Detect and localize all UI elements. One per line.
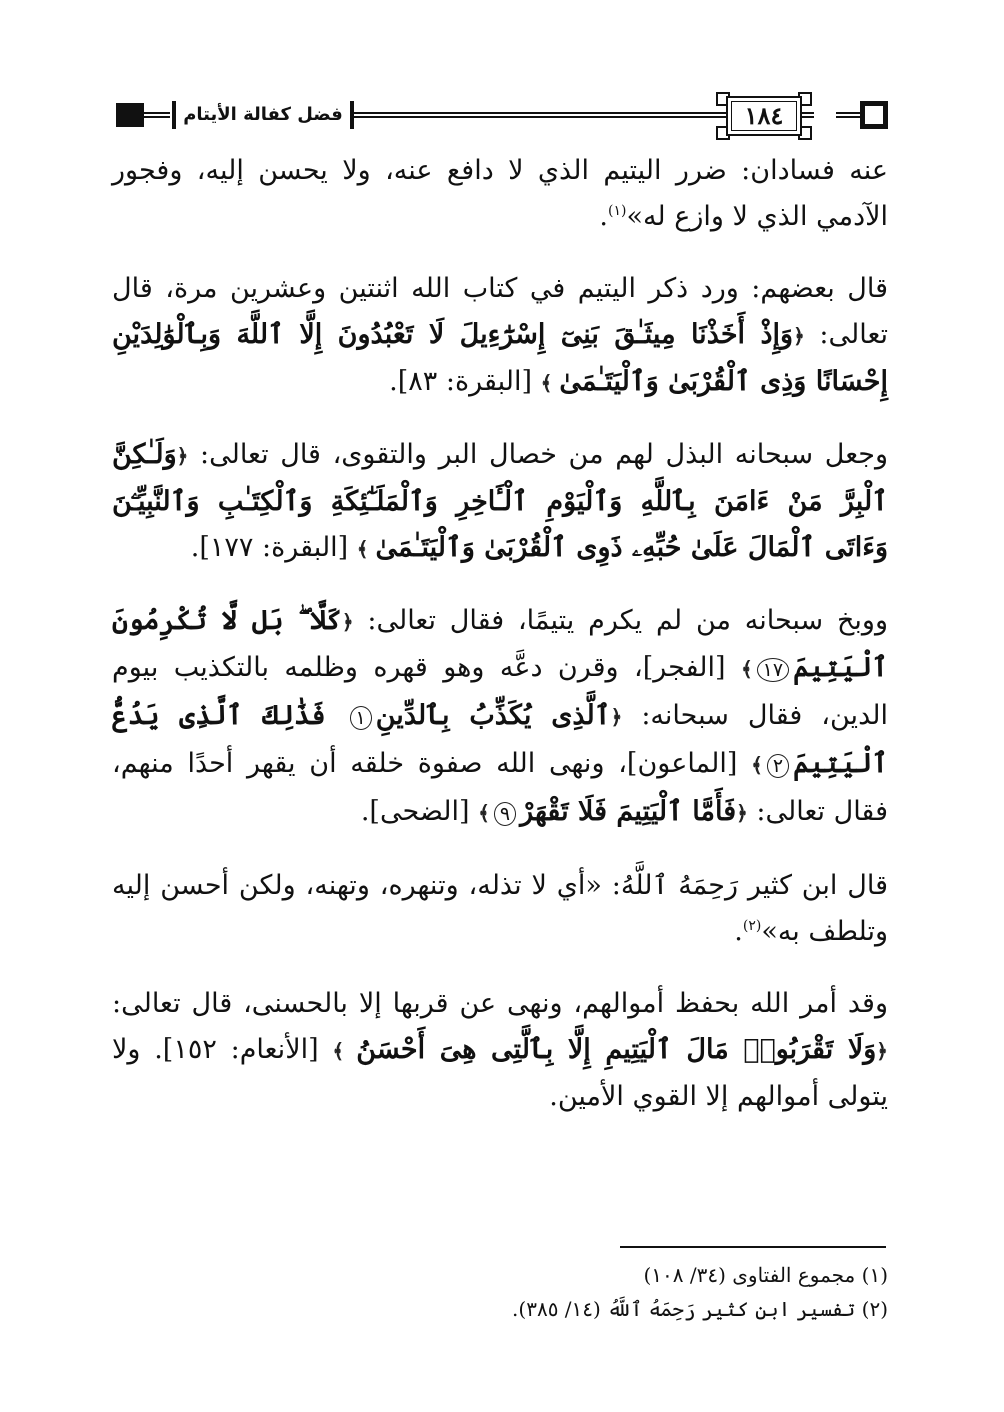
paragraph — [112, 981, 888, 1120]
header-ornament-right — [860, 101, 888, 129]
quran-verse: فَذَٰلِكَ ٱلَّذِى يَدُعُّ ٱلْيَتِيمَ — [112, 700, 888, 779]
quran-bracket-ornament: ﴾ — [740, 657, 753, 681]
paragraph-text: وجعل سبحانه البذل لهم من خصال البر والتقوى، قال تعالى: — [188, 439, 888, 470]
footnote-1: (١) مجموع الفتاوى (٣٤/ ١٠٨) — [643, 1263, 888, 1287]
paragraph — [112, 148, 888, 240]
page-number-frame — [714, 96, 814, 136]
ayah-number-marker: ١٧ — [757, 658, 789, 682]
paragraph-text: [البقرة: ٨٣]. — [389, 366, 541, 397]
quran-bracket-ornament: ﴿ — [793, 324, 805, 348]
quran-verse: ٱلَّذِى يُكَذِّبُ بِٱلدِّينِ — [375, 700, 611, 731]
book-title: فضل كفالة الأيتام — [183, 104, 343, 125]
footnote-2: (٢) تفسير ابن كثير رَحِمَهُ ٱللَّهُ (١٤/ ٣٨٥). — [512, 1297, 888, 1321]
quran-bracket-ornament: ﴾ — [332, 1039, 357, 1063]
paragraph-text: قال بعضهم: ورد ذكر اليتيم في كتاب الله اثنتين وعشرين مرة، قال تعالى: — [112, 273, 888, 350]
footnotes — [112, 1258, 888, 1326]
paragraph-text: عنه فسادان: ضرر اليتيم الذي لا دافع عنه، ولا يحسن إليه، وفجور الآدمي الذي لا وازع له» — [112, 155, 888, 232]
quran-verse: فَأَمَّا ٱلْيَتِيمَ فَلَا تَقْهَرْ — [520, 796, 737, 827]
footnote-ref: (٢) — [742, 918, 762, 934]
quran-bracket-ornament: ﴿ — [176, 444, 189, 468]
footnote-separator — [620, 1246, 886, 1248]
paragraph-text: [الأنعام: ١٥٢]. ولا يتولى أموالهم إلا القوي الأمين. — [112, 1034, 888, 1112]
quran-bracket-ornament: ﴿ — [341, 610, 354, 634]
ayah-number-marker: ١ — [350, 706, 372, 730]
paragraph-text: [الماعون]، ونهى الله صفوة خلقه أن يقهر أحدًا منهم، فقال تعالى: — [112, 748, 888, 827]
quran-bracket-ornament: ﴾ — [751, 753, 763, 777]
ayah-number-marker: ٩ — [494, 802, 516, 826]
paragraph-text: [الفجر]، وقرن دعَّه وهو قهره وظلمه بالتكذيب بيوم الدين، فقال سبحانه: — [112, 652, 888, 731]
paragraph-text: . — [734, 916, 743, 947]
paragraph — [112, 432, 888, 572]
quran-bracket-ornament: ﴿ — [610, 705, 623, 729]
paragraph-text: . — [599, 201, 608, 232]
quran-bracket-ornament: ﴿ — [876, 1039, 888, 1063]
paragraph-text: قال ابن كثير رَحِمَهُ ٱللَّهُ: «أي لا تذله، وتنهره، وتهنه، ولكن أحسن إليه وتلطف به» — [112, 870, 888, 947]
page-number: ١٨٤ — [744, 101, 784, 130]
paragraph — [112, 863, 888, 955]
quran-bracket-ornament: ﴿ — [736, 801, 748, 825]
quran-verse: وَلَا تَقْرَبُوا۟ مَالَ ٱلْيَتِيمِ إِلَّا بِٱلَّتِى هِىَ أَحْسَنُ — [356, 1034, 877, 1065]
paragraph — [112, 266, 888, 406]
quran-bracket-ornament: ﴾ — [356, 537, 376, 561]
paragraph — [112, 598, 888, 837]
paragraph-text: وقد أمر الله بحفظ أموالهم، ونهى عن قربها إلا بالحسنى، قال تعالى: — [112, 988, 888, 1019]
quran-verse: وَلَـٰكِنَّ ٱلْبِرَّ مَنْ ءَامَنَ بِٱللَّهِ وَٱلْيَوْمِ ٱلْـَٔاخِرِ وَٱلْمَلَـٰٓئِكَةِ وَٱلْكِتَـٰبِ وَٱلنَّبِيِّـۧنَ وَءَاتَى ٱلْمَالَ عَلَىٰ حُبِّهِۦ ذَوِى ٱلْقُرْبَىٰ وَٱلْيَتَـٰمَىٰ — [112, 439, 888, 563]
header-ornament-left — [116, 103, 144, 127]
quran-verse: كَلَّا ۖ بَل لَّا تُكْرِمُونَ ٱلْيَتِيمَ — [112, 605, 888, 683]
quran-bracket-ornament: ﴾ — [540, 371, 560, 395]
header-divider — [172, 101, 176, 129]
ayah-number-marker: ٢ — [767, 754, 789, 778]
body-text — [112, 148, 888, 1146]
page-header — [116, 92, 888, 140]
paragraph-text: [البقرة: ١٧٧]. — [190, 532, 357, 563]
paragraph-text: ووبخ سبحانه من لم يكرم يتيمًا، فقال تعالى: — [353, 605, 888, 636]
footnote-ref: (١) — [607, 203, 627, 219]
quran-bracket-ornament: ﴾ — [478, 801, 490, 825]
quran-verse: وَإِذْ أَخَذْنَا مِيثَـٰقَ بَنِىٓ إِسْرَٰٓءِيلَ لَا تَعْبُدُونَ إِلَّا ٱللَّهَ وَبِٱلْوَٰلِدَيْنِ إِحْسَانًا وَذِى ٱلْقُرْبَىٰ وَٱلْيَتَـٰمَىٰ — [112, 319, 888, 397]
paragraph-text: [الضحى]. — [360, 796, 479, 827]
header-rule — [142, 112, 170, 118]
